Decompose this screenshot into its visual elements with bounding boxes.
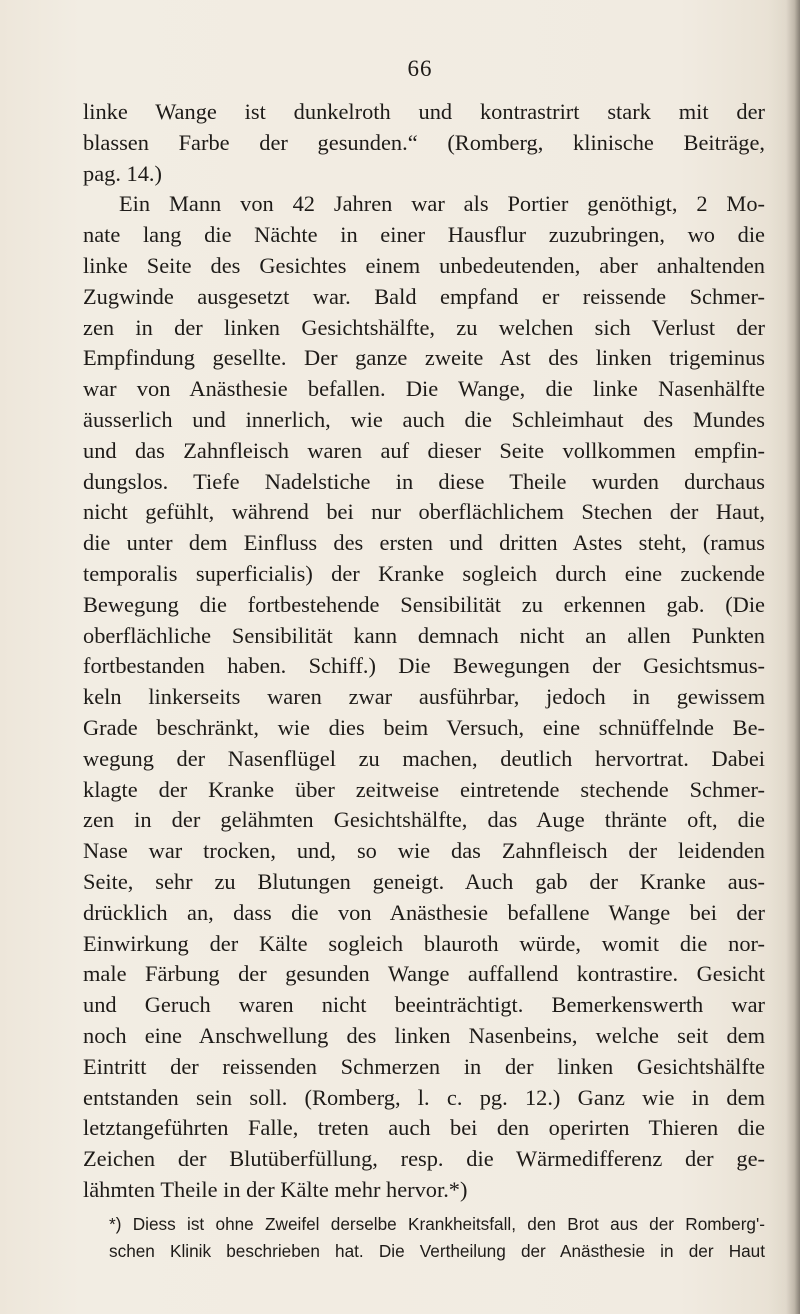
- text-line: male Färbung der gesunden Wange auffallend kontrastire. Gesicht: [83, 961, 765, 987]
- text-line: Bewegung die fortbestehende Sensibilität zu erkennen gab. (Die: [83, 591, 765, 617]
- text-line: klagte der Kranke über zeitweise eintretende stechende Schmer-: [83, 776, 765, 802]
- text-line: fortbestanden haben. Schiff.) Die Bewegungen der Gesichtsmus-: [83, 653, 765, 679]
- text-line: die unter dem Einfluss des ersten und dritten Astes steht, (ramus: [83, 530, 765, 556]
- text-line: Einwirkung der Kälte sogleich blauroth würde, womit die nor-: [83, 930, 765, 956]
- text-line: nicht gefühlt, während bei nur oberflächlichem Stechen der Haut,: [83, 499, 765, 525]
- text-line: war von Anästhesie befallen. Die Wange, die linke Nasenhälfte: [83, 376, 765, 402]
- text-line: und das Zahnfleisch waren auf dieser Seite vollkommen empfin-: [83, 437, 765, 463]
- text-line: pag. 14.): [83, 160, 162, 186]
- text-line: und Geruch waren nicht beeinträchtigt. Bemerkenswerth war: [83, 992, 765, 1018]
- text-line: äusserlich und innerlich, wie auch die Schleimhaut des Mundes: [83, 406, 765, 432]
- text-line: zen in der gelähmten Gesichtshälfte, das Auge thränte oft, die: [83, 807, 765, 833]
- text-line: nate lang die Nächte in einer Hausflur zuzubringen, wo die: [83, 222, 765, 248]
- text-line: Zeichen der Blutüberfüllung, resp. die Wärmedifferenz der ge-: [83, 1146, 765, 1172]
- text-line: Nase war trocken, und, so wie das Zahnfleisch der leidenden: [83, 838, 765, 864]
- text-line: drücklich an, dass die von Anästhesie befallene Wange bei der: [83, 899, 765, 925]
- text-line: letztangeführten Falle, treten auch bei den operirten Thieren die: [83, 1115, 765, 1141]
- text-line: dungslos. Tiefe Nadelstiche in diese Theile wurden durchaus: [83, 468, 765, 494]
- page-number: 66: [407, 56, 433, 81]
- text-line: noch eine Anschwellung des linken Nasenbeins, welche seit dem: [83, 1022, 765, 1048]
- body-text: [83, 97, 765, 1206]
- footnote-line: *) Diess ist ohne Zweifel derselbe Krankheitsfall, den Brot aus der Romberg'-: [109, 1214, 765, 1234]
- text-line: blassen Farbe der gesunden.“ (Romberg, klinische Beiträge,: [83, 129, 765, 155]
- text-line: Grade beschränkt, wie dies beim Versuch, eine schnüffelnde Be-: [83, 714, 765, 740]
- page-edge-shadow: [786, 0, 800, 1314]
- text-line: zen in der linken Gesichtshälfte, zu welchen sich Verlust der: [83, 314, 765, 340]
- text-line: Ein Mann von 42 Jahren war als Portier genöthigt, 2 Mo-: [119, 191, 765, 217]
- text-line: Zugwinde ausgesetzt war. Bald empfand er reissende Schmer-: [83, 283, 765, 309]
- text-line: wegung der Nasenflügel zu machen, deutlich hervortrat. Dabei: [83, 745, 765, 771]
- text-line: linke Wange ist dunkelroth und kontrastrirt stark mit der: [83, 99, 765, 124]
- footnote-line: schen Klinik beschrieben hat. Die Vertheilung der Anästhesie in der Haut: [109, 1241, 765, 1261]
- text-line: lähmten Theile in der Kälte mehr hervor.*): [83, 1176, 468, 1202]
- text-line: Empfindung gesellte. Der ganze zweite Ast des linken trigeminus: [83, 345, 765, 371]
- text-line: keln linkerseits waren zwar ausführbar, jedoch in gewissem: [83, 684, 765, 710]
- text-line: Eintritt der reissenden Schmerzen in der linken Gesichtshälfte: [83, 1053, 765, 1079]
- text-line: entstanden sein soll. (Romberg, l. c. pg. 12.) Ganz wie in dem: [83, 1084, 765, 1110]
- text-line: temporalis superficialis) der Kranke sogleich durch eine zuckende: [83, 560, 765, 586]
- text-line: linke Seite des Gesichtes einem unbedeutenden, aber anhaltenden: [83, 252, 765, 278]
- text-line: Seite, sehr zu Blutungen geneigt. Auch gab der Kranke aus-: [83, 868, 765, 894]
- text-line: oberflächliche Sensibilität kann demnach nicht an allen Punkten: [83, 622, 765, 648]
- footnote-block: [83, 1211, 765, 1265]
